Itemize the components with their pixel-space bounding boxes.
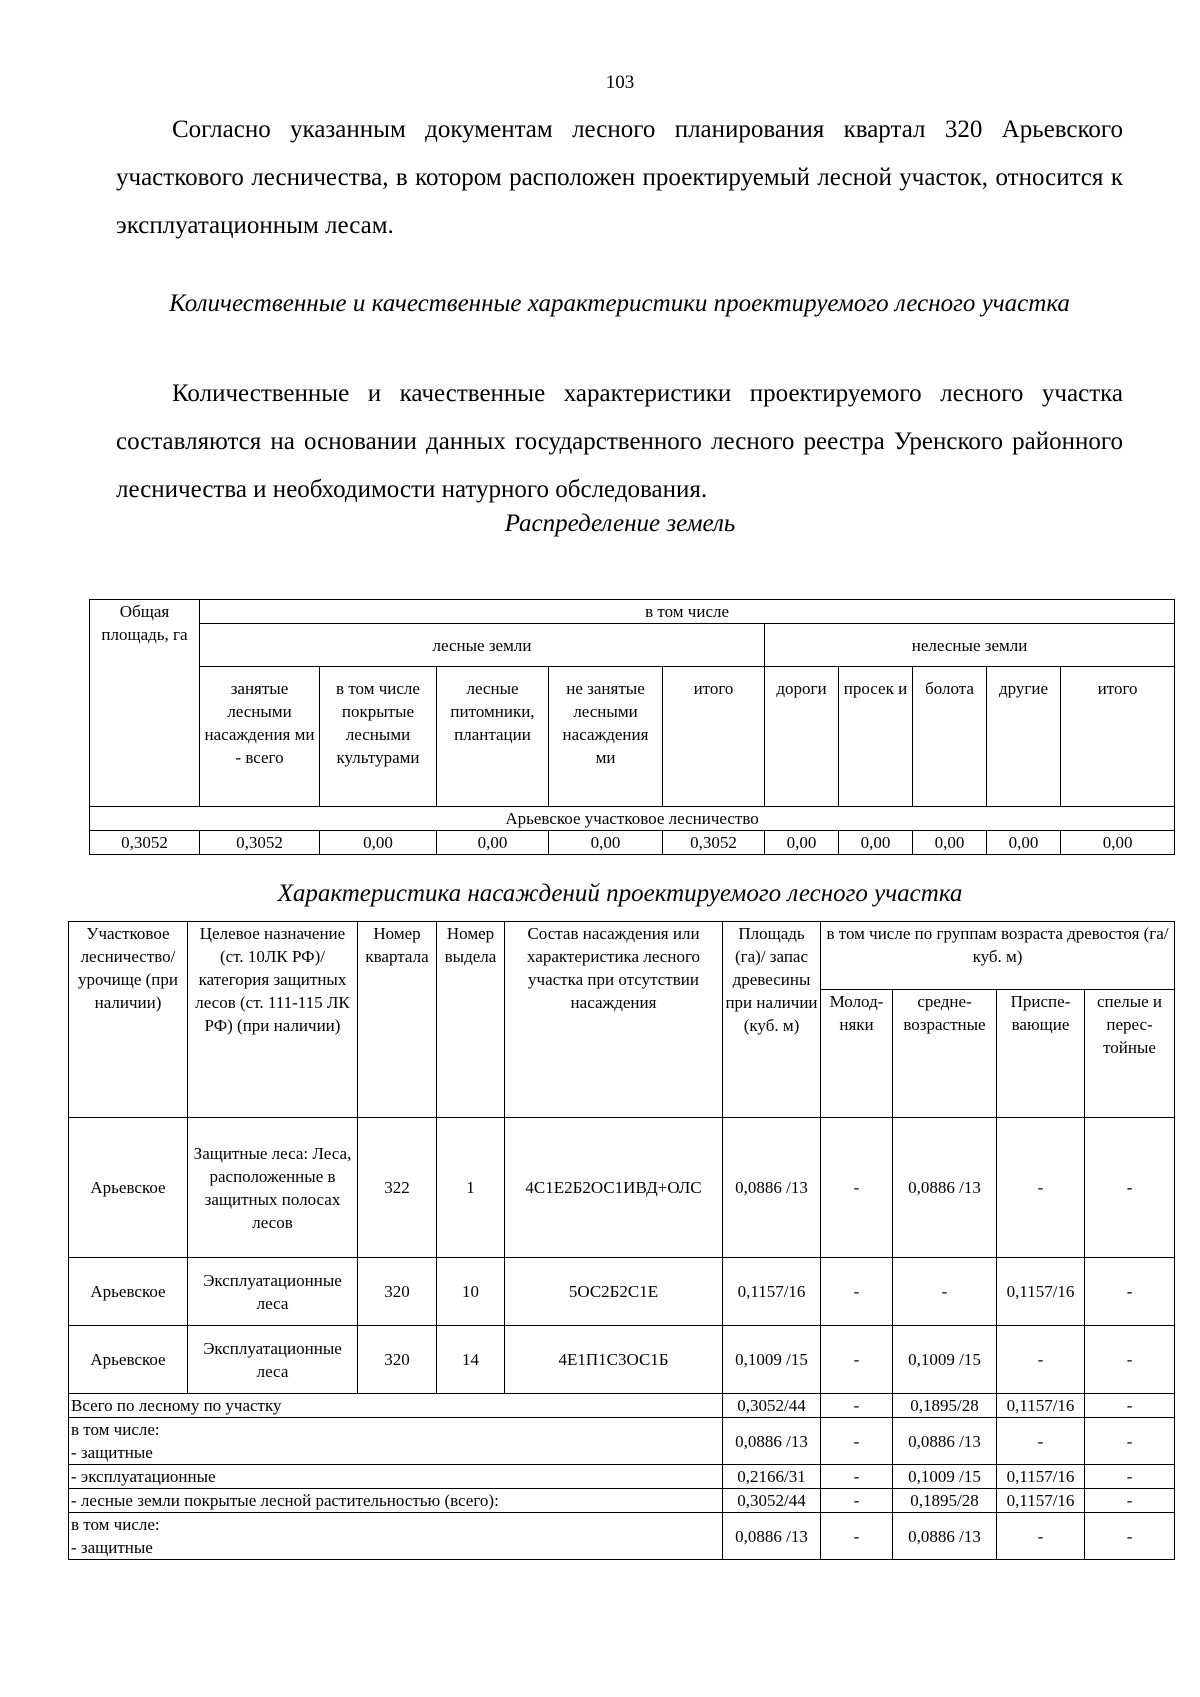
land-distribution-table xyxy=(89,599,1175,855)
cell-young: - xyxy=(821,1258,893,1326)
cell-ripening: - xyxy=(997,1513,1085,1560)
col-header: не занятые лесными насаждения ми xyxy=(549,667,663,807)
cell-kvartal: 320 xyxy=(358,1258,437,1326)
cell-forestry: Арьевское xyxy=(69,1258,188,1326)
cell-mature: - xyxy=(1085,1258,1175,1326)
cell-area: 0,3052/44 xyxy=(723,1394,821,1418)
cell-young: - xyxy=(821,1418,893,1465)
cell-middle: 0,0886 /13 xyxy=(893,1513,997,1560)
table-cell: 0,00 xyxy=(1061,831,1175,855)
cell-middle: 0,0886 /13 xyxy=(893,1118,997,1258)
cell-young: - xyxy=(821,1465,893,1489)
col-header: итого xyxy=(663,667,765,807)
summary-label: в том числе: - защитные xyxy=(69,1513,723,1560)
cell-purpose: Защитные леса: Леса, расположенные в защитных полосах лесов xyxy=(188,1118,358,1258)
cell-purpose: Эксплуатационные леса xyxy=(188,1258,358,1326)
header-ripening: Приспе-вающие xyxy=(997,990,1085,1118)
cell-young: - xyxy=(821,1394,893,1418)
table-cell: 0,00 xyxy=(765,831,839,855)
cell-mature: - xyxy=(1085,1489,1175,1513)
cell-young: - xyxy=(821,1489,893,1513)
cell-mature: - xyxy=(1085,1326,1175,1394)
table-row xyxy=(69,1326,1175,1394)
table-cell: 0,3052 xyxy=(90,831,200,855)
col-header: болота xyxy=(913,667,987,807)
summary-row xyxy=(69,1513,1175,1560)
table1-title: Распределение земель xyxy=(504,510,736,537)
summary-row xyxy=(69,1465,1175,1489)
header-including: в том числе xyxy=(200,600,1175,624)
table-cell: 0,00 xyxy=(549,831,663,855)
col-header: занятые лесными насаждения ми - всего xyxy=(200,667,320,807)
cell-vydel: 10 xyxy=(437,1258,505,1326)
header-area-stock: Площадь (га)/ запас древесины при наличии (куб. м) xyxy=(723,922,821,1118)
table-cell: 0,00 xyxy=(839,831,913,855)
cell-middle: 0,1009 /15 xyxy=(893,1465,997,1489)
cell-ripening: 0,1157/16 xyxy=(997,1489,1085,1513)
header-mature: спелые и перес-тойные xyxy=(1085,990,1175,1118)
table-cell: 0,00 xyxy=(437,831,549,855)
summary-label: Всего по лесному по участку xyxy=(69,1394,723,1418)
cell-forestry: Арьевское xyxy=(69,1326,188,1394)
cell-composition: 5ОС2Б2С1Е xyxy=(505,1258,723,1326)
header-total-area: Общая площадь, га xyxy=(90,600,200,807)
cell-kvartal: 322 xyxy=(358,1118,437,1258)
stands-characteristics-table xyxy=(68,921,1175,1560)
cell-vydel: 1 xyxy=(437,1118,505,1258)
cell-area: 0,0886 /13 xyxy=(723,1513,821,1560)
summary-row xyxy=(69,1394,1175,1418)
cell-ripening: 0,1157/16 xyxy=(997,1258,1085,1326)
cell-middle: 0,0886 /13 xyxy=(893,1418,997,1465)
table-cell: 0,3052 xyxy=(663,831,765,855)
cell-ripening: 0,1157/16 xyxy=(997,1465,1085,1489)
page-number: 103 xyxy=(605,72,635,93)
cell-area: 0,3052/44 xyxy=(723,1489,821,1513)
col-header: просек и xyxy=(839,667,913,807)
cell-mature: - xyxy=(1085,1418,1175,1465)
summary-row xyxy=(69,1489,1175,1513)
cell-middle: - xyxy=(893,1258,997,1326)
cell-young: - xyxy=(821,1118,893,1258)
cell-middle: 0,1009 /15 xyxy=(893,1326,997,1394)
table-row xyxy=(69,1118,1175,1258)
cell-young: - xyxy=(821,1326,893,1394)
cell-ripening: - xyxy=(997,1326,1085,1394)
summary-label: - эксплуатационные xyxy=(69,1465,723,1489)
cell-young: - xyxy=(821,1513,893,1560)
section-row-arevskoe: Арьевское участковое лесничество xyxy=(90,807,1175,831)
cell-area: 0,2166/31 xyxy=(723,1465,821,1489)
col-header: другие xyxy=(987,667,1061,807)
header-nonforest-lands: нелесные земли xyxy=(765,624,1175,667)
summary-row xyxy=(69,1418,1175,1465)
header-purpose: Целевое назначение (ст. 10ЛК РФ)/ категория защитных лесов (ст. 111-115 ЛК РФ) (при наличии) xyxy=(188,922,358,1118)
cell-area: 0,1009 /15 xyxy=(723,1326,821,1394)
cell-ripening: - xyxy=(997,1418,1085,1465)
cell-composition: 4Е1П1С3ОС1Б xyxy=(505,1326,723,1394)
col-header: в том числе покрытые лесными культурами xyxy=(320,667,437,807)
cell-area: 0,1157/16 xyxy=(723,1258,821,1326)
table-cell: 0,00 xyxy=(987,831,1061,855)
section-paragraph: Количественные и качественные характеристики проектируемого лесного участка составляются на основании данных государственного лесного реестра Уренского районного лесничества и необходимости натурного обследования. xyxy=(116,380,1123,503)
cell-mature: - xyxy=(1085,1118,1175,1258)
cell-vydel: 14 xyxy=(437,1326,505,1394)
cell-forestry: Арьевское xyxy=(69,1118,188,1258)
col-header: лесные питомники, плантации xyxy=(437,667,549,807)
header-composition: Состав насаждения или характеристика лесного участка при отсутствии насаждения xyxy=(505,922,723,1118)
col-header: дороги xyxy=(765,667,839,807)
header-kvartal: Номер квартала xyxy=(358,922,437,1118)
header-middle-aged: средне-возрастные xyxy=(893,990,997,1118)
table-cell: 0,00 xyxy=(320,831,437,855)
cell-middle: 0,1895/28 xyxy=(893,1489,997,1513)
header-forest-lands: лесные земли xyxy=(200,624,765,667)
cell-ripening: - xyxy=(997,1118,1085,1258)
col-header: итого xyxy=(1061,667,1175,807)
header-young: Молод-няки xyxy=(821,990,893,1118)
table2-title: Характеристика насаждений проектируемого лесного участка xyxy=(277,880,963,907)
cell-mature: - xyxy=(1085,1394,1175,1418)
cell-area: 0,0886 /13 xyxy=(723,1118,821,1258)
cell-purpose: Эксплуатационные леса xyxy=(188,1326,358,1394)
header-forestry: Участковое лесничество/ урочище (при наличии) xyxy=(69,922,188,1118)
intro-paragraph: Согласно указанным документам лесного планирования квартал 320 Арьевского участкового лесничества, в котором расположен проектируемый лесной участок, относится к эксплуатационным лесам. xyxy=(116,116,1123,239)
cell-middle: 0,1895/28 xyxy=(893,1394,997,1418)
summary-label: в том числе: - защитные xyxy=(69,1418,723,1465)
header-vydel: Номер выдела xyxy=(437,922,505,1118)
cell-composition: 4С1Е2Б2ОС1ИВД+ОЛС xyxy=(505,1118,723,1258)
table-cell: 0,3052 xyxy=(200,831,320,855)
cell-area: 0,0886 /13 xyxy=(723,1418,821,1465)
cell-kvartal: 320 xyxy=(358,1326,437,1394)
table-row xyxy=(69,1258,1175,1326)
header-age-groups: в том числе по группам возраста древостоя (га/куб. м) xyxy=(821,922,1175,990)
cell-mature: - xyxy=(1085,1465,1175,1489)
summary-label: - лесные земли покрытые лесной растительностью (всего): xyxy=(69,1489,723,1513)
cell-mature: - xyxy=(1085,1513,1175,1560)
table-cell: 0,00 xyxy=(913,831,987,855)
cell-ripening: 0,1157/16 xyxy=(997,1394,1085,1418)
section-title: Количественные и качественные характеристики проектируемого лесного участка xyxy=(169,290,1070,317)
